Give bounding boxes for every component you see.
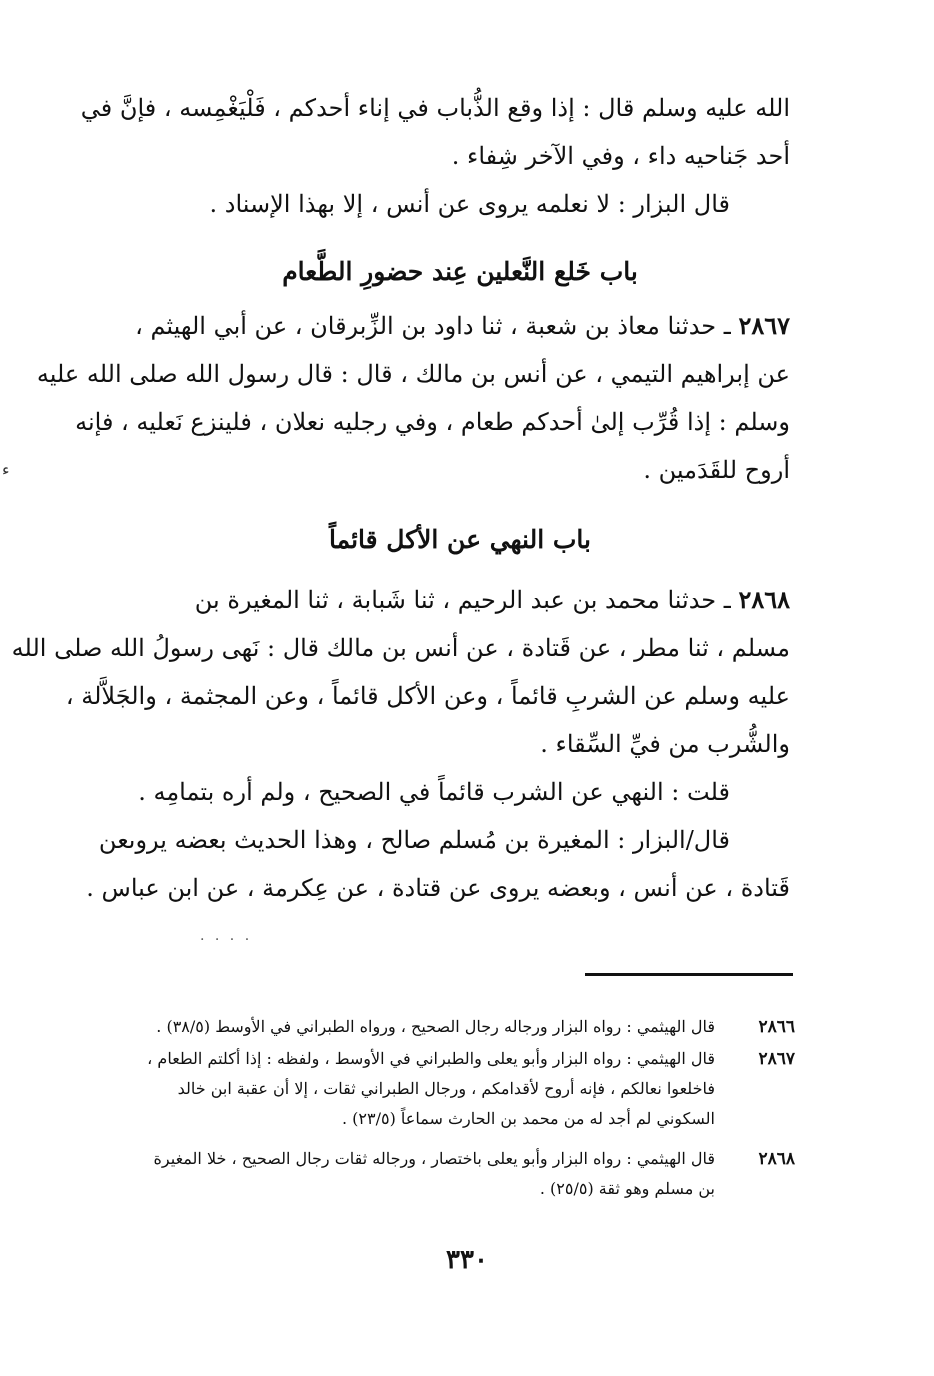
footnote-2867 [130, 1044, 795, 1134]
footnote-line: فاخلعوا نعالكم ، فإنه أروح لأقدامكم ، ورجال الطبراني ثقات ، إلا أن عقبة ابن خالد [177, 1079, 715, 1098]
footnote-2866 [130, 1012, 795, 1042]
text-line: قال البزار : لا نعلمه يروى عن أنس ، إلا بهذا الإسناد . [209, 190, 730, 218]
text-line: وسلم : إذا قُرِّب إلىٰ أحدكم طعام ، وفي رجليه نعلان ، فلينزع نَعليه ، فإنه [75, 408, 790, 436]
footnote-number: ٢٨٦٦ [758, 1017, 795, 1037]
footnote-2868 [130, 1144, 795, 1204]
section-heading: باب خَلع النَّعلين عِند حضورِ الطَّعام [282, 257, 638, 286]
text-line: عن إبراهيم التيمي ، عن أنس بن مالك ، قال : قال رسول الله صلى الله عليه [36, 360, 790, 388]
intro-paragraph [80, 84, 790, 228]
footnote-line: قال الهيثمي : رواه البزار وأبو يعلى باختصار ، ورجاله ثقات رجال الصحيح ، خلا المغيرة [153, 1149, 715, 1168]
footnote-number: ٢٨٦٨ [758, 1149, 795, 1169]
footnote-line: بن مسلم وهو ثقة (٢٥/٥) . [539, 1179, 715, 1198]
footnote-line: قال الهيثمي : رواه البزار وأبو يعلى والطبراني في الأوسط ، ولفظه : إذا أكلتم الطعام ، [147, 1049, 715, 1068]
hadith-2867 [36, 302, 790, 494]
text-line [130, 302, 790, 350]
hadith-number: ٢٨٦٨ [738, 585, 790, 614]
footnote-separator [585, 973, 793, 976]
hadith-text: ـ حدثنا محمد بن عبد الرحيم ، ثنا شَبابة ، ثنا المغيرة بن [194, 586, 731, 614]
footnote-line: قال الهيثمي : رواه البزار ورجاله رجال الصحيح ، ورواه الطبراني في الأوسط (٣٨/٥) . [156, 1017, 715, 1036]
note-line: قلت : النهي عن الشرب قائماً في الصحيح ، ولم أره بتمامِه . [138, 778, 730, 806]
section-heading: باب النهي عن الأكل قائماً [329, 525, 591, 554]
footnote-number: ٢٨٦٧ [758, 1049, 795, 1069]
page-number: ٣٣٠ [446, 1245, 488, 1275]
text-line: أروح للقَدَمين . [643, 456, 790, 484]
text-line: والشُّرب من فيِّ السِّقاء . [540, 730, 790, 758]
text-line [130, 576, 790, 624]
hadith-number: ٢٨٦٧ [738, 311, 790, 340]
bazzar-line: قال/البزار : المغيرة بن مُسلم صالح ، وهذا الحديث بعضه يروىعن [98, 826, 730, 854]
text-line: أحد جَناحيه داء ، وفي الآخر شِفاء . [451, 142, 790, 170]
margin-mark: ء [2, 460, 10, 479]
hadith-text: ـ حدثنا معاذ بن شعبة ، ثنا داود بن الزِّبرقان ، عن أبي الهيثم ، [135, 312, 731, 340]
footnote-line: السكوني لم أجد له من محمد بن الحارث سماعاً (٢٣/٥) . [342, 1109, 715, 1128]
decorative-dots: . . . . [200, 928, 253, 944]
text-line: مسلم ، ثنا مطر ، عن قَتادة ، عن أنس بن مالك قال : نَهى رسولُ الله صلى الله [11, 634, 790, 662]
text-line: عليه وسلم عن الشربِ قائماً ، وعن الأكل قائماً ، وعن المجثمة ، والجَلاَّلة ، [65, 682, 790, 710]
bazzar-line: قَتادة ، عن أنس ، وبعضه يروى عن قتادة ، عن عِكرمة ، عن ابن عباس . [86, 874, 790, 902]
text-line: الله عليه وسلم قال : إذا وقع الذُّباب في إناء أحدكم ، فَلْيَغْمِسه ، فإنَّ في [80, 94, 790, 122]
hadith-2868 [11, 576, 790, 912]
